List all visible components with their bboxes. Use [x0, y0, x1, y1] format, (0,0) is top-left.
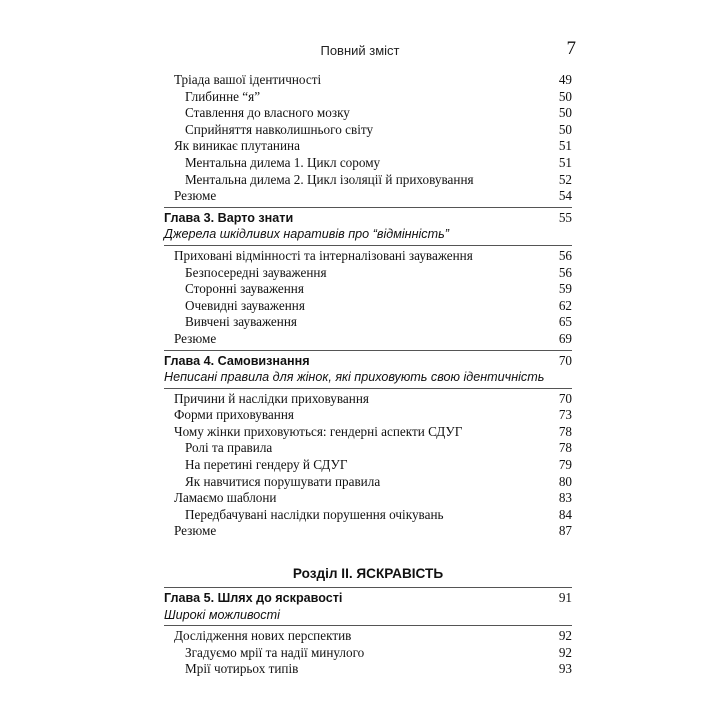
- toc-entry: [164, 281, 572, 298]
- chapter-subtitle-text: Неписані правила для жінок, які приховують свою ідентичність: [164, 370, 545, 385]
- toc-entry-title: Передбачувані наслідки порушення очікувань: [185, 506, 444, 522]
- toc-entry-page: 51: [558, 154, 572, 170]
- toc-entry: [164, 122, 572, 139]
- toc-entry-title: Приховані відмінності та інтерналізовані зауваження: [174, 247, 473, 263]
- toc-entry-title: Ментальна дилема 1. Цикл сорому: [185, 154, 381, 170]
- toc-entry-page: 87: [558, 523, 572, 539]
- toc-entry-page: 84: [558, 506, 572, 522]
- chapter-title: Глава 5. Шлях до яскравості: [164, 591, 343, 606]
- toc-entry-title: Мрії чотирьох типів: [185, 661, 299, 677]
- toc-entry: [164, 391, 572, 408]
- toc-entry-title: Форми приховування: [174, 407, 294, 423]
- chapter-subtitle: [164, 607, 572, 624]
- toc-entry-page: 83: [558, 490, 572, 506]
- toc-entry-page: 52: [558, 171, 572, 187]
- toc-entry-title: Безпосередні зауваження: [185, 264, 327, 280]
- toc-entry-title: Сприйняття навколишнього світу: [185, 121, 374, 137]
- toc-entry-page: 62: [558, 297, 572, 313]
- toc-entry-title: Ментальна дилема 2. Цикл ізоляції й приховування: [185, 171, 474, 187]
- chapter-subtitle-text: Широкі можливості: [164, 607, 280, 622]
- toc-entry-title: Сторонні зауваження: [185, 281, 304, 297]
- chapter-heading: [164, 353, 572, 370]
- toc-entry: [164, 188, 572, 205]
- chapter-page: 91: [558, 590, 572, 606]
- toc-entry: [164, 105, 572, 122]
- toc-entry-title: Як навчитися порушувати правила: [185, 473, 381, 489]
- chapter-subtitle-text: Джерела шкідливих наративів про “відмінність”: [164, 227, 449, 242]
- toc-entry: [164, 457, 572, 474]
- toc-entry-title: Резюме: [174, 188, 217, 204]
- toc-entry: [164, 440, 572, 457]
- toc-entry: [164, 314, 572, 331]
- toc-entry: [164, 645, 572, 662]
- toc-entry-page: 93: [558, 661, 572, 677]
- toc-entry: [164, 628, 572, 645]
- toc-entry: [164, 407, 572, 424]
- toc-entry: [164, 490, 572, 507]
- toc-entry-title: Дослідження нових перспектив: [174, 628, 352, 644]
- toc-entry-title: На перетині гендеру й СДУГ: [185, 457, 348, 473]
- toc-entry-page: 69: [558, 330, 572, 346]
- toc-entry-title: Тріада вашої ідентичності: [174, 72, 322, 87]
- toc-entry: [164, 298, 572, 315]
- toc-entry-page: 65: [558, 314, 572, 330]
- section-heading: Розділ II. ЯСКРАВІСТЬ: [292, 566, 444, 582]
- toc-entry-title: Згадуємо мрії та надії минулого: [185, 644, 365, 660]
- toc-entry-title: Глибинне “я”: [185, 88, 261, 104]
- toc-entry-page: 56: [558, 247, 572, 263]
- toc-entry-page: 79: [558, 457, 572, 473]
- toc-entry-page: 49: [558, 72, 572, 87]
- toc-entry-page: 50: [558, 105, 572, 121]
- toc-entry-title: Ставлення до власного мозку: [185, 105, 350, 121]
- toc-entry-page: 51: [558, 138, 572, 154]
- toc-entry-page: 78: [558, 423, 572, 439]
- toc-entry-title: Резюме: [174, 523, 217, 539]
- toc-entry: [164, 155, 572, 172]
- toc-entry: [164, 265, 572, 282]
- toc-entry-page: 56: [558, 264, 572, 280]
- toc-entry-title: Причини й наслідки приховування: [174, 390, 369, 406]
- chapter-subtitle: [164, 369, 572, 386]
- toc-entry-title: Ролі та правила: [185, 440, 273, 456]
- toc-entry: [164, 661, 572, 678]
- chapter-page: 70: [558, 352, 572, 368]
- toc-entry-title: Як виникає плутанина: [174, 138, 300, 154]
- toc-entry-page: 92: [558, 644, 572, 660]
- toc-entry-page: 92: [558, 628, 572, 644]
- toc-entry-page: 50: [558, 121, 572, 137]
- toc-entry: [164, 172, 572, 189]
- running-header-title: Повний зміст: [320, 43, 400, 58]
- toc-entry-page: 73: [558, 407, 572, 423]
- toc-entry: [164, 72, 572, 89]
- toc-entry-page: 59: [558, 281, 572, 297]
- toc-entry-page: 50: [558, 88, 572, 104]
- chapter-page: 55: [558, 209, 572, 225]
- chapter-title: Глава 3. Варто знати: [164, 210, 294, 225]
- table-of-contents: [164, 72, 572, 678]
- chapter-subtitle: [164, 226, 572, 243]
- toc-entry-page: 80: [558, 473, 572, 489]
- toc-entry: [164, 507, 572, 524]
- toc-entry-page: 54: [558, 188, 572, 204]
- toc-entry: [164, 424, 572, 441]
- toc-entry: [164, 138, 572, 155]
- toc-entry: [164, 474, 572, 491]
- page-number: 7: [566, 38, 576, 59]
- toc-entry-title: Ламаємо шаблони: [174, 490, 277, 506]
- toc-entry-page: 78: [558, 440, 572, 456]
- toc-entry-title: Вивчені зауваження: [185, 314, 297, 330]
- toc-entry: [164, 89, 572, 106]
- chapter-heading: [164, 210, 572, 227]
- chapter-divider: [164, 350, 572, 351]
- toc-entry-title: Очевидні зауваження: [185, 297, 305, 313]
- chapter-title: Глава 4. Самовизнання: [164, 353, 310, 368]
- chapter-divider: [164, 587, 572, 588]
- toc-entry: [164, 331, 572, 348]
- toc-entry-title: Чому жінки приховуються: гендерні аспекти СДУГ: [174, 423, 463, 439]
- toc-entry-title: Резюме: [174, 330, 217, 346]
- toc-entry-page: 70: [558, 390, 572, 406]
- toc-entry: [164, 248, 572, 265]
- toc-entry: [164, 523, 572, 540]
- chapter-heading: [164, 590, 572, 607]
- chapter-divider: [164, 207, 572, 208]
